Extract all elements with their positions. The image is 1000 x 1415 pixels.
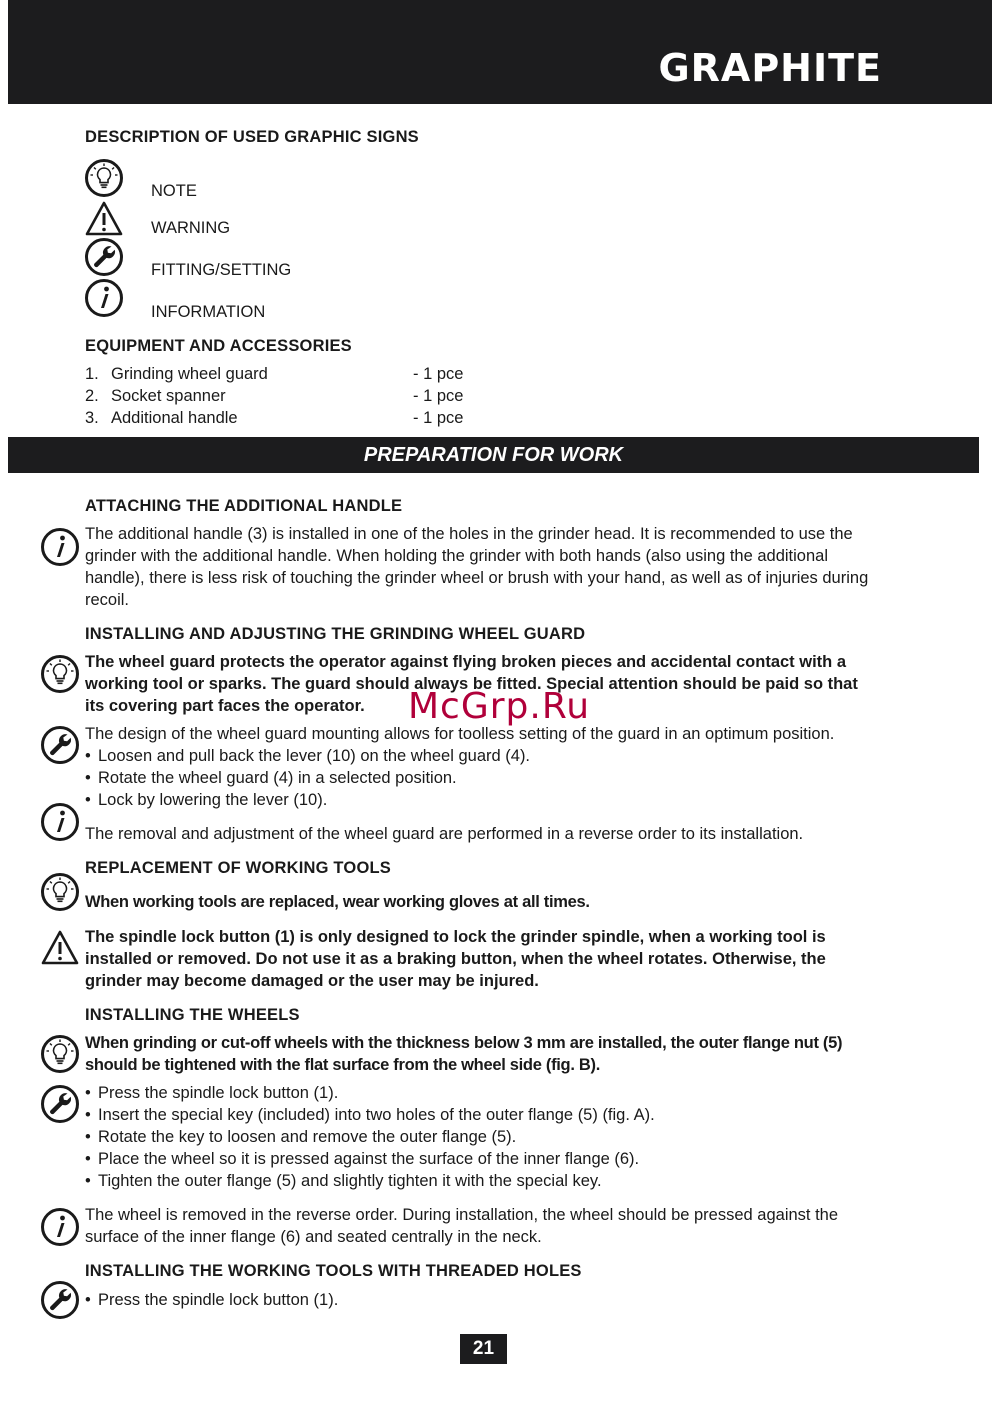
item-name: Additional handle [111, 409, 238, 427]
list-item [85, 363, 485, 385]
wheels-note-line-2: should be tightened with the flat surface from the wheel side (fig. B). [85, 1056, 600, 1074]
item-quantity: - 1 pce [413, 387, 464, 405]
header-bar [8, 0, 992, 104]
information-icon [84, 278, 124, 318]
information-icon [40, 802, 80, 842]
step-text: Insert the special key (included) into two holes of the outer flange (5) (fig. A). [98, 1106, 655, 1124]
item-quantity: - 1 pce [413, 365, 464, 383]
wrench-icon [84, 237, 124, 277]
information-icon [40, 1207, 80, 1247]
watermark: McGrp.Ru [408, 686, 591, 727]
item-name: Grinding wheel guard [111, 365, 268, 383]
step-text: Press the spindle lock button (1). [98, 1291, 339, 1309]
step-text: Press the spindle lock button (1). [98, 1084, 339, 1102]
equipment-title: EQUIPMENT AND ACCESSORIES [85, 337, 352, 355]
replacement-warning-line-2: installed or removed. Do not use it as a braking button, when the wheel rotates. Otherwise, the [85, 950, 826, 968]
replacement-warning-line-3: grinder may become damaged or the user may be injured. [85, 972, 539, 990]
threaded-title: INSTALLING THE WORKING TOOLS WITH THREADED HOLES [85, 1262, 582, 1280]
guard-info-text: The removal and adjustment of the wheel guard are performed in a reverse order to its installation. [85, 825, 804, 843]
step-text: Rotate the key to loosen and remove the outer flange (5). [98, 1128, 517, 1146]
guard-design-text: The design of the wheel guard mounting allows for toolless setting of the guard in an optimum position. [85, 725, 835, 743]
warning-triangle-icon [84, 199, 124, 239]
handle-title: ATTACHING THE ADDITIONAL HANDLE [85, 497, 403, 515]
handle-line-1: The additional handle (3) is installed in one of the holes in the grinder head. It is recommended to use the [85, 525, 853, 543]
wrench-icon [40, 1280, 80, 1320]
replacement-warning-line-1: The spindle lock button (1) is only designed to lock the grinder spindle, when a working tool is [85, 928, 826, 946]
signs-title: DESCRIPTION OF USED GRAPHIC SIGNS [85, 128, 419, 146]
replacement-note: When working tools are replaced, wear working gloves at all times. [85, 893, 590, 911]
item-number: 2. [85, 387, 99, 405]
information-icon [40, 527, 80, 567]
item-name: Socket spanner [111, 387, 226, 405]
brand-logo: GRAPHITE [658, 46, 882, 90]
wheels-info-line-2: surface of the inner flange (6) and seated centrally in the neck. [85, 1228, 542, 1246]
wheels-title: INSTALLING THE WHEELS [85, 1006, 300, 1024]
sign-label-note: NOTE [151, 182, 197, 200]
item-quantity: - 1 pce [413, 409, 464, 427]
step-text: Loosen and pull back the lever (10) on the wheel guard (4). [98, 747, 531, 765]
handle-line-3: handle), there is less risk of touching the grinder wheel or brush with your hand, as well as of injuries during [85, 569, 869, 587]
step-text: Tighten the outer flange (5) and slightly tighten it with the special key. [98, 1172, 602, 1190]
page-number: 21 [460, 1334, 507, 1364]
step-text: Lock by lowering the lever (10). [98, 791, 328, 809]
wrench-icon [40, 1084, 80, 1124]
wrench-icon [40, 725, 80, 765]
section-banner: PREPARATION FOR WORK [8, 437, 979, 473]
replacement-title: REPLACEMENT OF WORKING TOOLS [85, 859, 391, 877]
guard-note-line-3: its covering part faces the operator. [85, 697, 365, 715]
item-number: 1. [85, 365, 99, 383]
guard-title: INSTALLING AND ADJUSTING THE GRINDING WHEEL GUARD [85, 625, 586, 643]
warning-triangle-icon [40, 928, 80, 968]
sign-label-information: INFORMATION [151, 303, 266, 321]
step-text: Place the wheel so it is pressed against the surface of the inner flange (6). [98, 1150, 640, 1168]
wheels-note-line-1: When grinding or cut-off wheels with the thickness below 3 mm are installed, the outer flange nut (5) [85, 1034, 843, 1052]
handle-line-2: grinder with the additional handle. When holding the grinder with both hands (also using the additional [85, 547, 828, 565]
guard-note-line-2: working tool or sparks. The guard should always be fitted. Special attention should be paid so that [85, 675, 858, 693]
note-bulb-icon [40, 872, 80, 912]
guard-note-line-1: The wheel guard protects the operator against flying broken pieces and accidental contact with a [85, 653, 846, 671]
wheels-info-line-1: The wheel is removed in the reverse order. During installation, the wheel should be pressed against the [85, 1206, 839, 1224]
list-item [85, 385, 485, 407]
note-bulb-icon [40, 1034, 80, 1074]
step-text: Rotate the wheel guard (4) in a selected position. [98, 769, 457, 787]
sign-label-warning: WARNING [151, 219, 231, 237]
list-item [85, 407, 485, 429]
note-bulb-icon [40, 654, 80, 694]
item-number: 3. [85, 409, 99, 427]
note-bulb-icon [84, 158, 124, 198]
sign-label-fitting: FITTING/SETTING [151, 261, 292, 279]
handle-line-4: recoil. [85, 591, 130, 609]
